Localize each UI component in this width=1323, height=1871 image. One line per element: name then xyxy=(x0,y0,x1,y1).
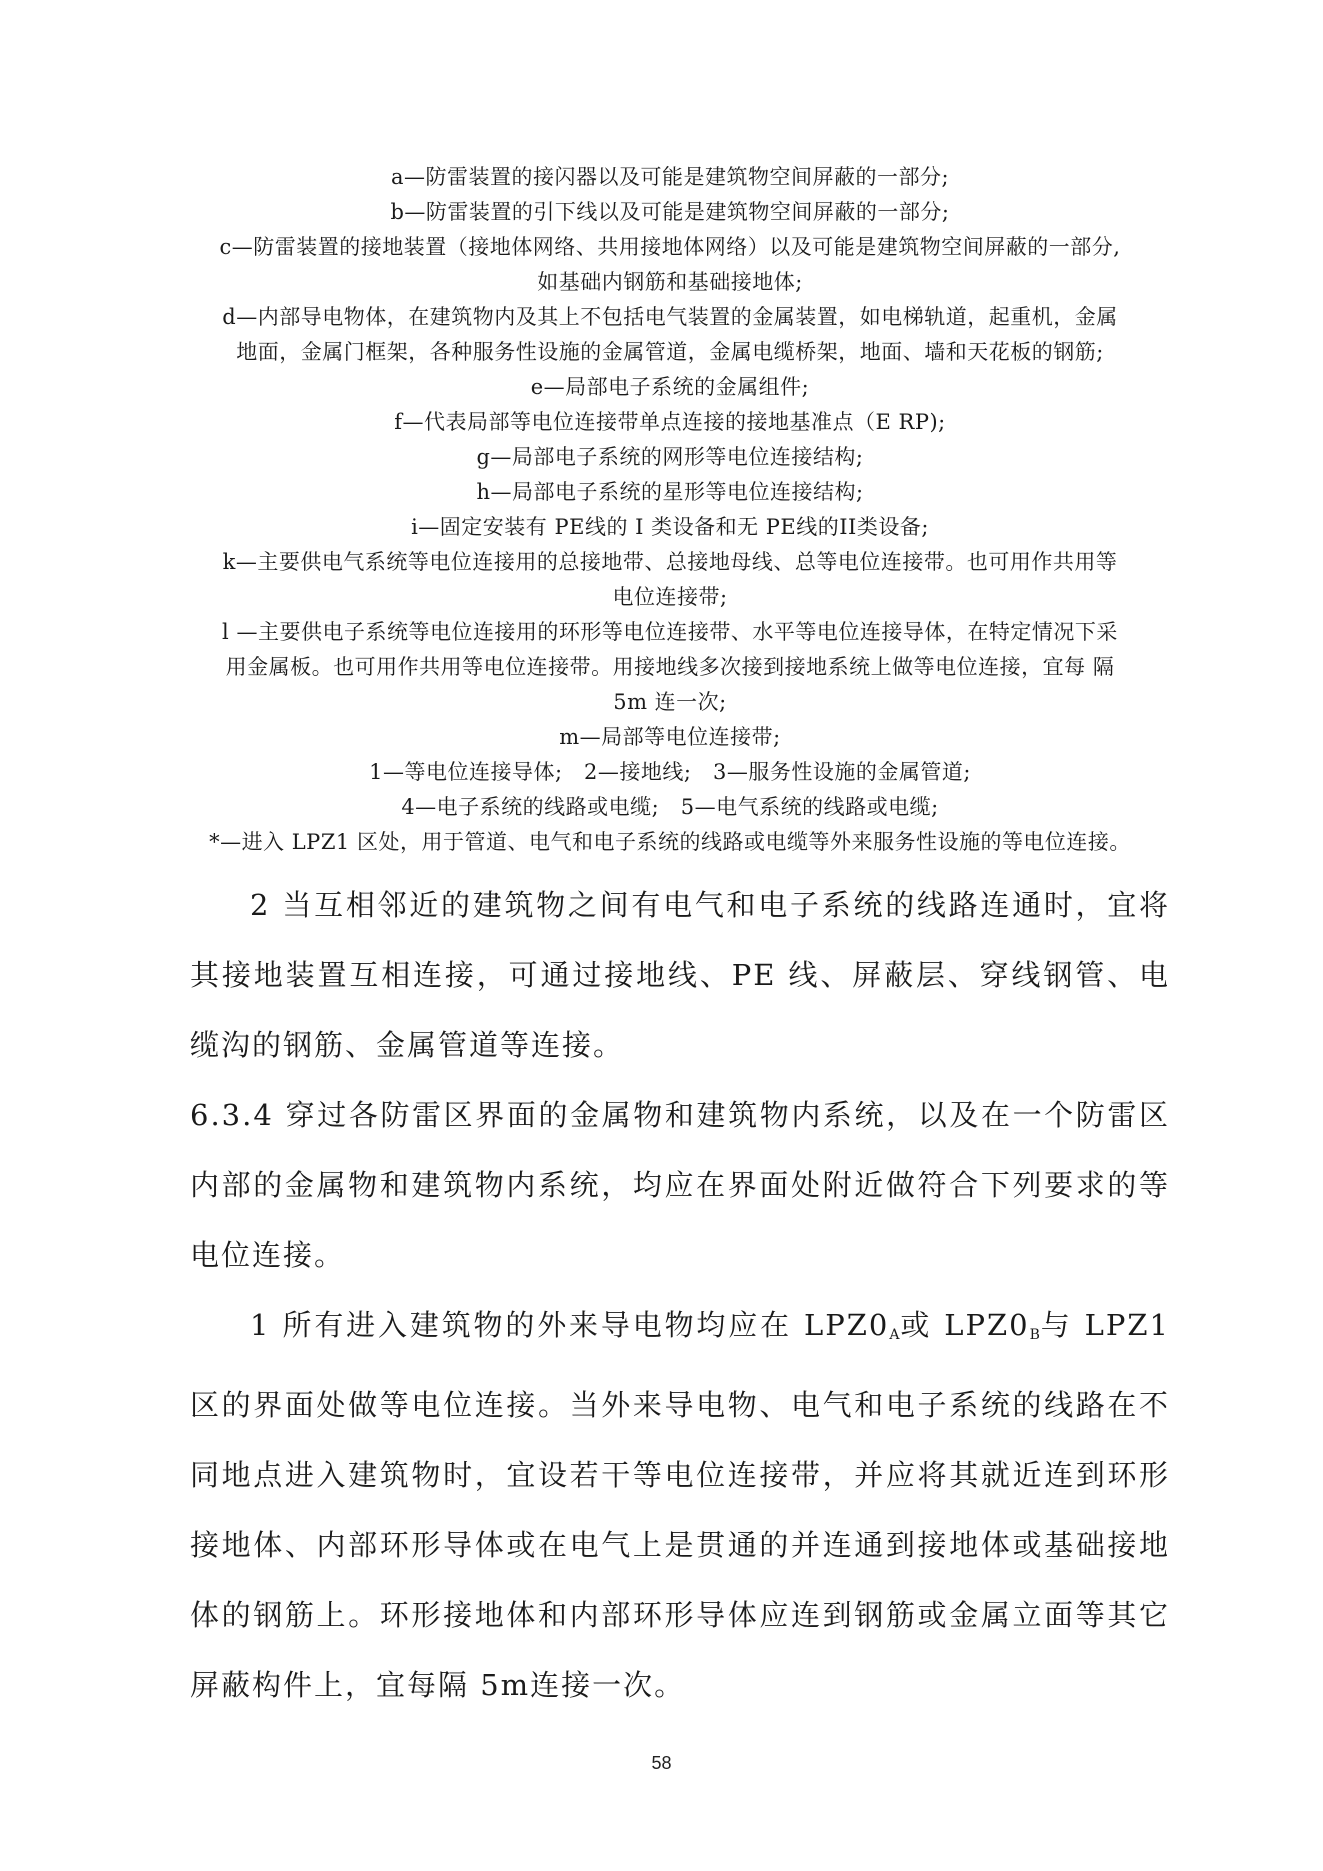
legend-item-b: b—防雷装置的引下线以及可能是建筑物空间屏蔽的一部分; xyxy=(390,200,950,224)
legend-item-l-line1: l —主要供电子系统等电位连接用的环形等电位连接带、水平等电位连接导体，在特定情况下采 xyxy=(222,620,1118,644)
legend-item-m: m—局部等电位连接带; xyxy=(559,725,781,749)
legend-item-g: g—局部电子系统的网形等电位连接结构; xyxy=(476,445,864,469)
legend-item-i: i—固定安装有 PE线的 I 类设备和无 PE线的II类设备; xyxy=(411,515,929,539)
figure-legend xyxy=(190,160,1150,860)
paragraph-1-part-b: 或 LPZ0 xyxy=(899,1308,1030,1342)
legend-item-d-line1: d—内部导电物体，在建筑物内及其上不包括电气装置的金属装置，如电梯轨道，起重机，金属 xyxy=(222,305,1118,329)
page-number: 58 xyxy=(651,1753,672,1773)
legend-item-l-line3: 5m 连一次; xyxy=(613,690,727,714)
paragraph-1-part-c: 与 LPZ1 区的界面处做等电位连接。当外来导电物、电气和电子系统的线路在不同地点进入建筑物时，宜设若干等电位连接带，并应将其就近连到环形接地体、内部环形导体或在电气上是贯通的并连通到接地体或基础接地体的钢筋上。环形接地体和内部环形导体应连到钢筋或金属立面等其它屏蔽构件上，宜每隔 5m连接一次。 xyxy=(190,1308,1170,1702)
legend-item-f: f—代表局部等电位连接带单点连接的接地基准点（E RP); xyxy=(394,410,946,434)
clause-text: 穿过各防雷区界面的金属物和建筑物内系统，以及在一个防雷区内部的金属物和建筑物内系统，均应在界面处附近做符合下列要求的等电位连接。 xyxy=(190,1098,1170,1272)
legend-item-c-line1: c—防雷装置的接地装置（接地体网络、共用接地体网络）以及可能是建筑物空间屏蔽的一部分, xyxy=(219,235,1121,259)
legend-item-h: h—局部电子系统的星形等电位连接结构; xyxy=(476,480,864,504)
paragraph-2: 2 当互相邻近的建筑物之间有电气和电子系统的线路连通时，宜将其接地装置互相连接，可通过接地线、PE 线、屏蔽层、穿线钢管、电缆沟的钢筋、金属管道等连接。 xyxy=(190,888,1170,1062)
legend-numbered-4-5: 4—电子系统的线路或电缆; 5—电气系统的线路或电缆; xyxy=(401,795,939,819)
paragraph-1 xyxy=(190,1290,1170,1720)
clause-number: 6.3.4 xyxy=(190,1098,274,1132)
legend-item-d-line2: 地面，金属门框架，各种服务性设施的金属管道，金属电缆桥架，地面、墙和天花板的钢筋; xyxy=(236,340,1104,364)
subscript-b: B xyxy=(1029,1327,1040,1343)
legend-item-k-line1: k—主要供电气系统等电位连接用的总接地带、总接地母线、总等电位连接带。也可用作共用等 xyxy=(222,550,1118,574)
clause-6-3-4 xyxy=(190,1080,1170,1290)
legend-item-a: a—防雷装置的接闪器以及可能是建筑物空间屏蔽的一部分; xyxy=(390,165,950,189)
legend-item-e: e—局部电子系统的金属组件; xyxy=(530,375,810,399)
legend-item-c-line2: 如基础内钢筋和基础接地体; xyxy=(537,270,803,294)
legend-numbered-1-3: 1—等电位连接导体; 2—接地线; 3—服务性设施的金属管道; xyxy=(369,760,971,784)
legend-item-k-line2: 电位连接带; xyxy=(612,585,728,609)
legend-item-l-line2: 用金属板。也可用作共用等电位连接带。用接地线多次接到接地系统上做等电位连接，宜每 隔 xyxy=(225,655,1115,679)
body-text xyxy=(190,870,1170,1720)
paragraph-1-part-a: 1 所有进入建筑物的外来导电物均应在 LPZ0 xyxy=(250,1308,890,1342)
legend-item-star: *—进入 LPZ1 区处，用于管道、电气和电子系统的线路或电缆等外来服务性设施的等电位连接。 xyxy=(209,830,1131,854)
subscript-a: A xyxy=(889,1327,900,1343)
